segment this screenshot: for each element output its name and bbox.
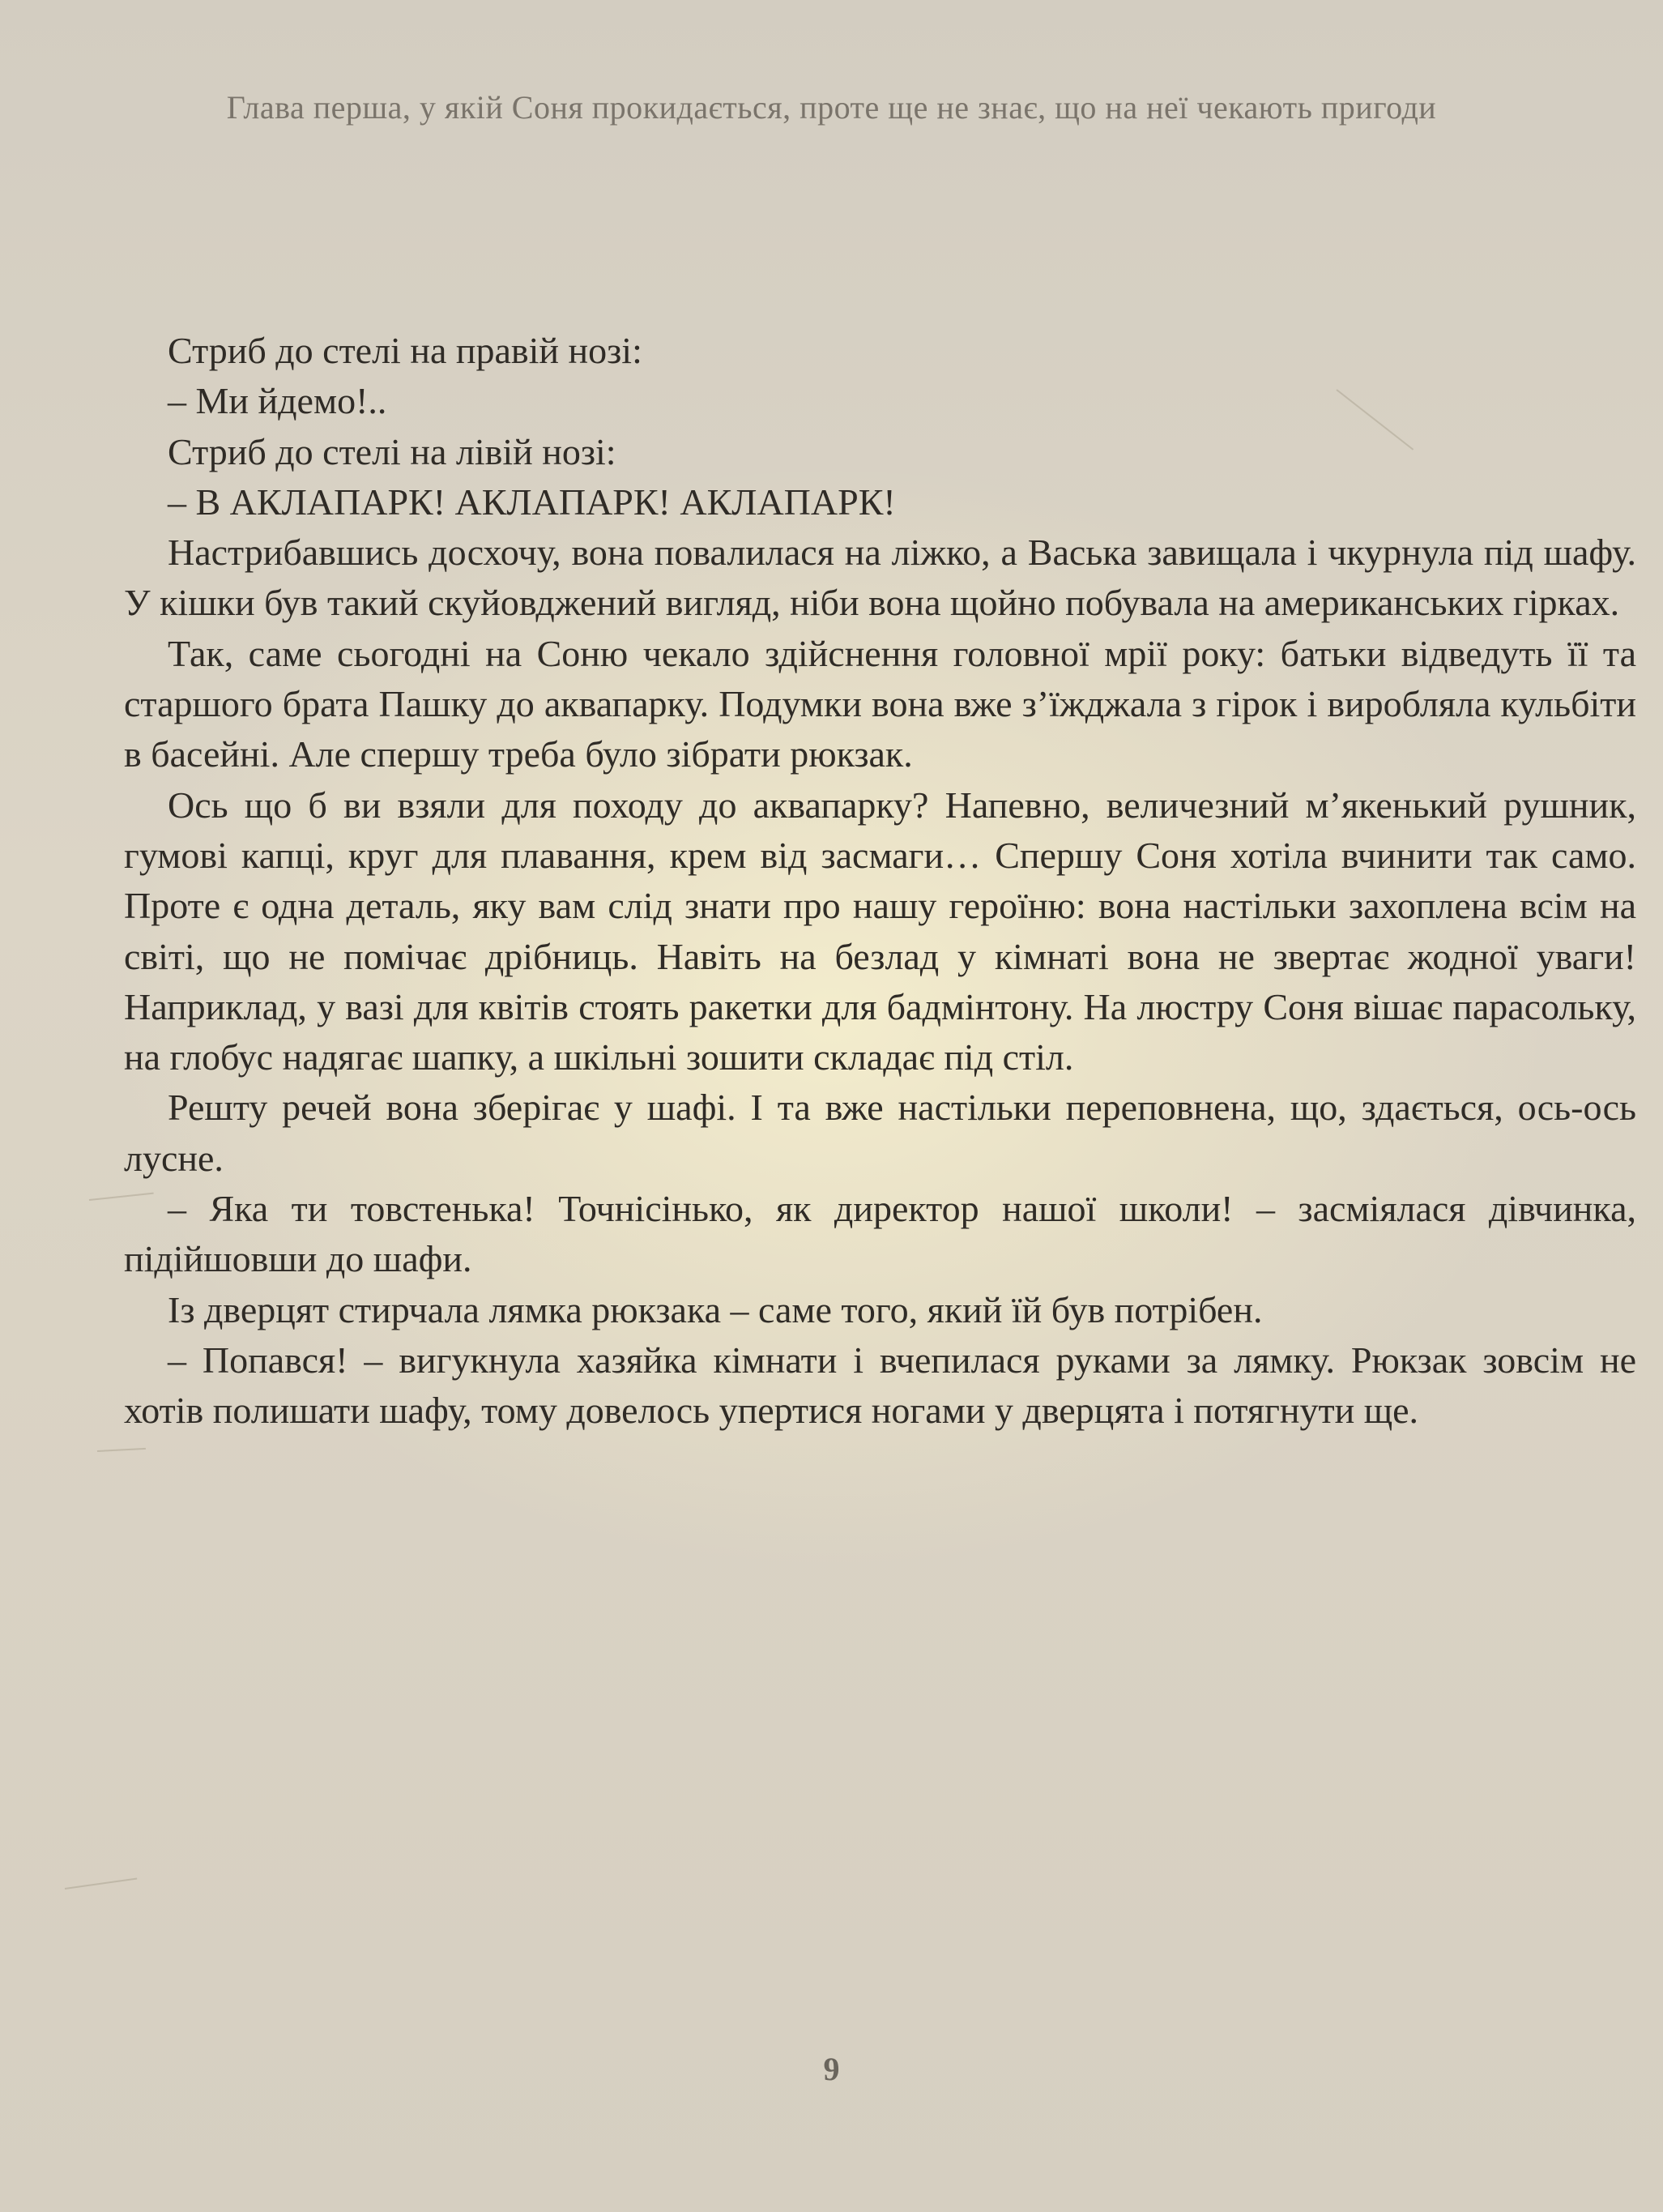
paragraph: – В АКЛАПАРК! АКЛАПАРК! АКЛАПАРК! [168, 480, 896, 523]
paragraph: Так, саме сьогодні на Соню чекало здійснення головної мрії року: батьки відведуть її та старшого брата Пашку до аквапарку. Подумки вона вже з’їжджала з гірок і виробляла кульбіти в басейні. Але спершу треба було зібрати рюкзак. [124, 632, 1636, 775]
chapter-title: Глава перша, у якій Соня прокидається, проте ще не знає, що на неї чекають пригоди [226, 89, 1437, 126]
paragraph: Стриб до стелі на правій нозі: [168, 330, 642, 371]
paragraph: Із дверцят стирчала лямка рюкзака – саме того, який їй був потрібен. [168, 1288, 1263, 1330]
paragraph: – Попався! – вигукнула хазяйка кімнати і вчепилася руками за лямку. Рюкзак зовсім не хотів полишати шафу, тому довелось упертися ногами у дверцята і потягнути ще. [124, 1339, 1636, 1432]
page-number: 9 [823, 2051, 840, 2087]
chapter-body [124, 326, 1636, 1437]
paragraph: – Ми йдемо!.. [168, 380, 387, 422]
paragraph: Решту речей вона зберігає у шафі. І та вже настільки переповнена, що, здається, ось-ось лусне. [124, 1087, 1636, 1179]
paper-scratch-mark [97, 1448, 146, 1452]
paragraph: Настрибавшись досхочу, вона повалилася на ліжко, а Васька завищала і чкурнула під шафу. У кішки був такий скуйовджений вигляд, ніби вона щойно побувала на американських гірках. [124, 532, 1636, 624]
paper-scratch-mark [65, 1877, 137, 1890]
paragraph: Стриб до стелі на лівій нозі: [168, 430, 616, 472]
paragraph: – Яка ти товстенька! Точнісінько, як директор нашої школи! – засміялася дівчинка, підійшовши до шафи. [124, 1188, 1636, 1280]
paragraph: Ось що б ви взяли для походу до аквапарку? Напевно, величезний м’якенький рушник, гумові капці, круг для плавання, крем від засмаги… Спершу Соня хотіла вчинити так само. Проте є одна деталь, яку вам слід знати про нашу героїню: вона настільки захоплена всім на світі, що не помічає дрібниць. Навіть на безлад у кімнаті вона не звертає жодної уваги! Наприклад, у вазі для квітів стоять ракетки для бадмінтону. На люстру Соня вішає парасольку, на глобус надягає шапку, а шкільні зошити складає під стіл. [124, 784, 1636, 1078]
